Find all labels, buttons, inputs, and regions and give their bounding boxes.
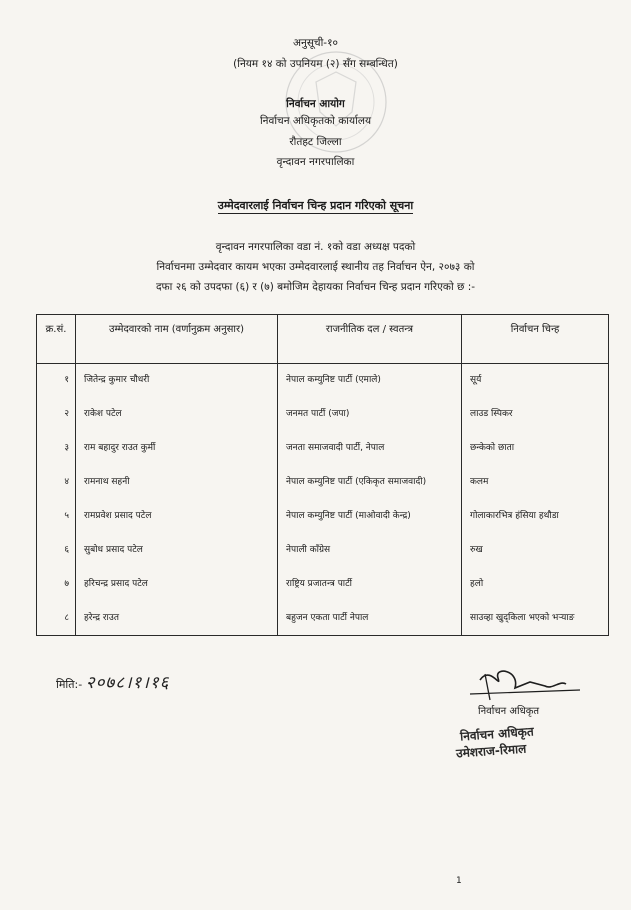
- table-row: [37, 466, 609, 500]
- date-label: मिति:-: [56, 678, 83, 691]
- election-symbol: साउव्हा खुद्किला भएको भर्‍याङ: [462, 602, 609, 636]
- candidate-name: राकेश पटेल: [76, 398, 278, 432]
- commission-name: निर्वाचन आयोग: [286, 98, 345, 110]
- stamp-line-2: उमेशराज-रिमाल: [455, 741, 527, 761]
- table-row: [37, 364, 609, 398]
- table-row: [37, 602, 609, 636]
- party-name: नेपाली काँग्रेस: [278, 534, 462, 568]
- table-row: [37, 534, 609, 568]
- table-row: [37, 568, 609, 602]
- col-header-symbol: निर्वाचन चिन्ह: [462, 315, 609, 364]
- election-symbol: लाउड स्पिकर: [462, 398, 609, 432]
- table-row: [37, 500, 609, 534]
- party-name: नेपाल कम्युनिष्ट पार्टी (एमाले): [278, 364, 462, 398]
- row-sn: ७: [37, 568, 76, 602]
- notice-title: [0, 198, 631, 213]
- rule-reference: (नियम १४ को उपनियम (२) सँग सम्बन्धित): [233, 58, 398, 70]
- election-symbol: रुख: [462, 534, 609, 568]
- election-symbol: कलम: [462, 466, 609, 500]
- candidate-name: हरेन्द्र राउत: [76, 602, 278, 636]
- col-header-name: उम्मेदवारको नाम (वर्णानुक्रम अनुसार): [76, 315, 278, 364]
- election-symbol: हलो: [462, 568, 609, 602]
- candidate-name: सुबोध प्रसाद पटेल: [76, 534, 278, 568]
- candidate-table: [36, 314, 609, 636]
- table-row: [37, 398, 609, 432]
- party-name: बहुजन एकता पार्टी नेपाल: [278, 602, 462, 636]
- schedule-label: अनुसूची-१०: [292, 37, 339, 49]
- table-header-row: [37, 315, 609, 364]
- election-symbol: सूर्य: [462, 364, 609, 398]
- election-symbol: छन्केको छाता: [462, 432, 609, 466]
- party-name: नेपाल कम्युनिष्ट पार्टी (एकिकृत समाजवादी): [278, 466, 462, 500]
- row-sn: ३: [37, 432, 76, 466]
- intro-line-2: निर्वाचनमा उम्मेदवार कायम भएका उम्मेदवारलाई स्थानीय तह निर्वाचन ऐन, २०७३ को: [156, 261, 475, 273]
- candidate-name: रामनाथ सहनी: [76, 466, 278, 500]
- municipality-name: वृन्दावन नगरपालिका: [276, 156, 355, 168]
- col-header-party: राजनीतिक दल / स्वतन्त्र: [278, 315, 462, 364]
- candidate-name: राम बहादुर राउत कुर्मी: [76, 432, 278, 466]
- row-sn: ४: [37, 466, 76, 500]
- party-name: जनमत पार्टी (जपा): [278, 398, 462, 432]
- page-number: 1: [456, 876, 462, 886]
- intro-line-1: वृन्दावन नगरपालिका वडा नं. १को वडा अध्यक्ष पदको: [215, 241, 416, 253]
- signatory-title: निर्वाचन अधिकृत: [478, 706, 540, 717]
- date-line: [56, 670, 170, 693]
- election-symbol: गोलाकारभित्र हंसिया हथौडा: [462, 500, 609, 534]
- district-name: रौतहट जिल्ला: [289, 136, 342, 148]
- row-sn: २: [37, 398, 76, 432]
- party-name: जनता समाजवादी पार्टी, नेपाल: [278, 432, 462, 466]
- col-header-sn: क्र.सं.: [37, 315, 76, 364]
- candidate-name: हरिचन्द्र प्रसाद पटेल: [76, 568, 278, 602]
- stamp-line-1: निर्वाचन अधिकृत: [459, 724, 535, 744]
- candidate-name: रामप्रवेश प्रसाद पटेल: [76, 500, 278, 534]
- party-name: नेपाल कम्युनिष्ट पार्टी (माओवादी केन्द्र): [278, 500, 462, 534]
- office-name: निर्वाचन अधिकृतको कार्यालय: [259, 115, 372, 127]
- intro-line-3: दफा २६ को उपदफा (६) र (७) बमोजिम देहायका निर्वाचन चिन्ह प्रदान गरिएको छ :-: [155, 281, 476, 293]
- row-sn: १: [37, 364, 76, 398]
- row-sn: ८: [37, 602, 76, 636]
- table-row: [37, 432, 609, 466]
- row-sn: ५: [37, 500, 76, 534]
- notice-title-text: उम्मेदवारलाई निर्वाचन चिन्ह प्रदान गरिएको सूचना: [217, 199, 414, 212]
- row-sn: ६: [37, 534, 76, 568]
- date-value: २०७८।१।१६: [85, 673, 170, 693]
- party-name: राष्ट्रिय प्रजातन्त्र पार्टी: [278, 568, 462, 602]
- candidate-name: जितेन्द्र कुमार चौधरी: [76, 364, 278, 398]
